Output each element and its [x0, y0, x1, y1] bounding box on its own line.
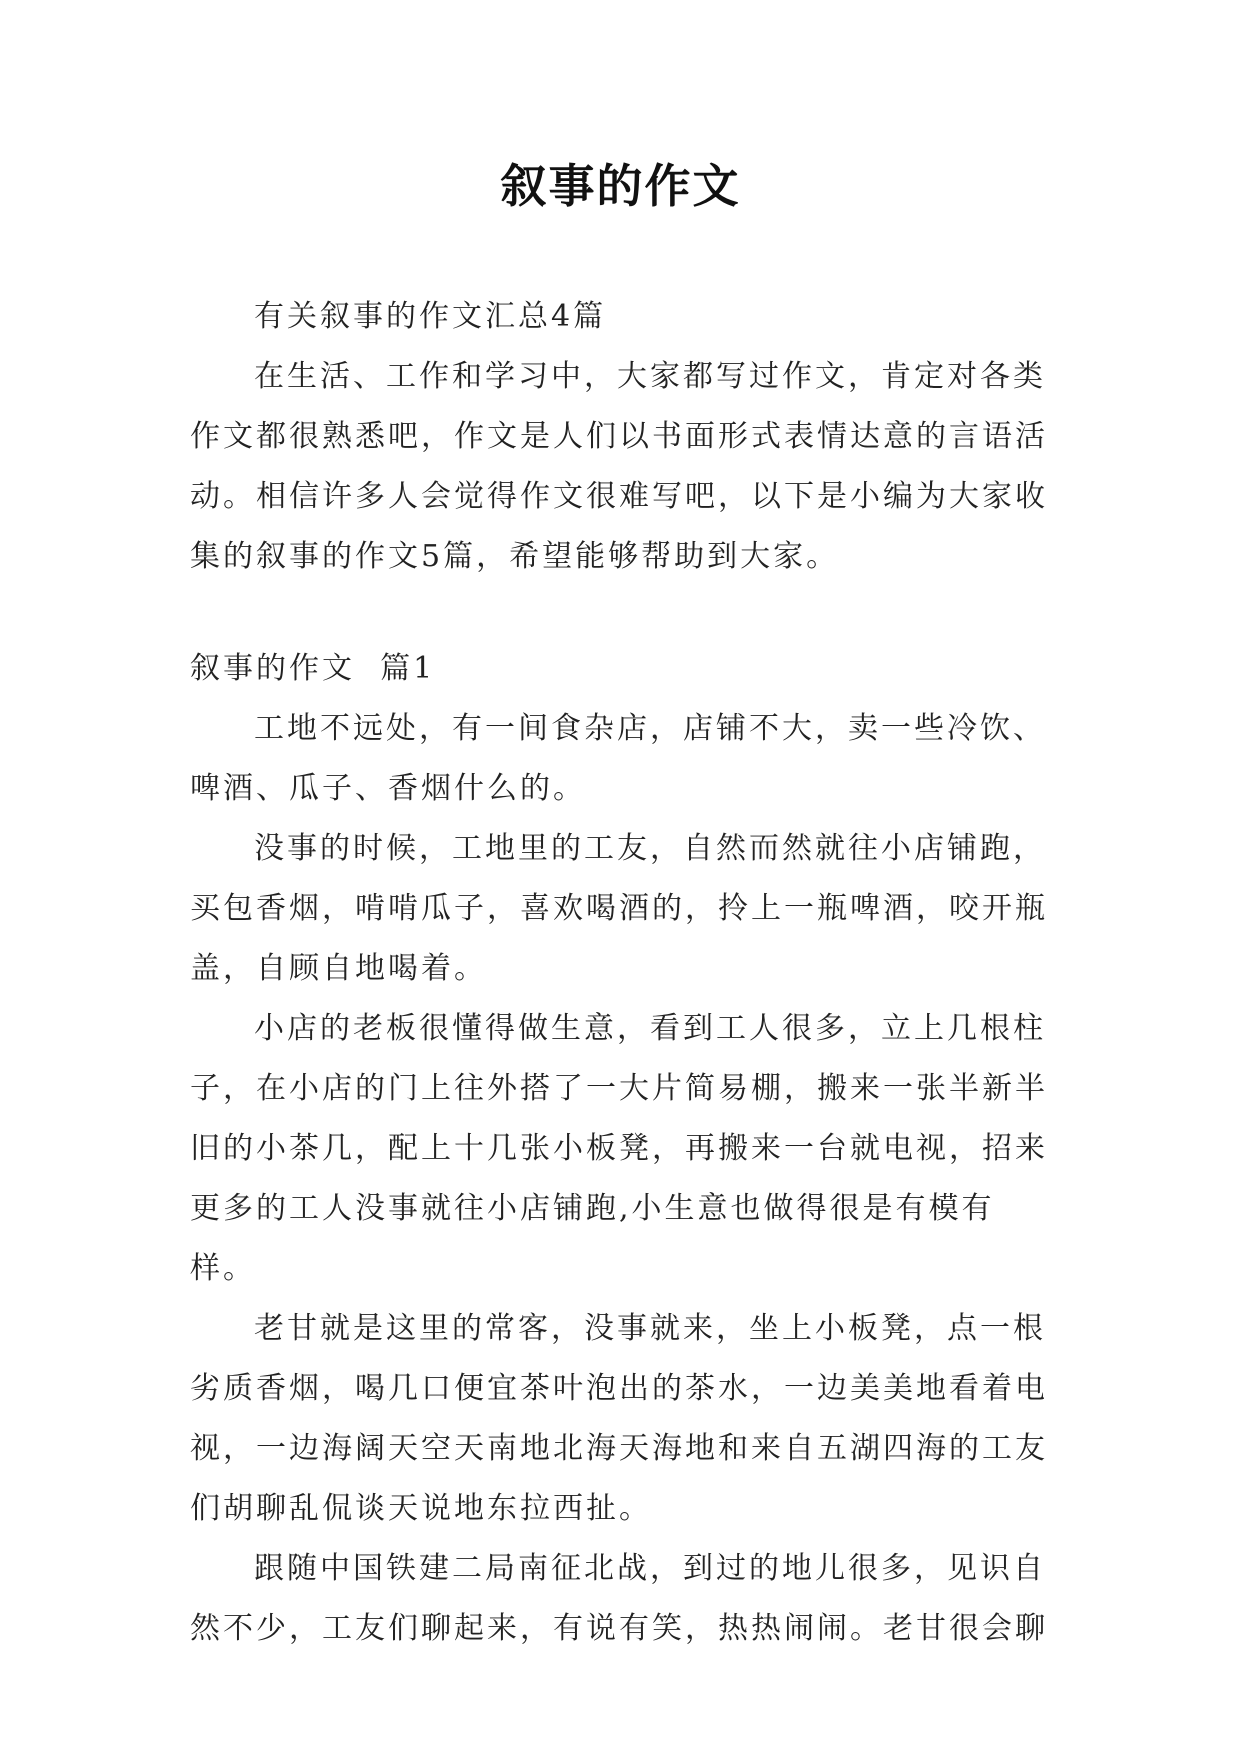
body-paragraph: 老甘就是这里的常客，没事就来，坐上小板凳，点一根劣质香烟，喝几口便宜茶叶泡出的茶水，一边美美地看着电视，一边海阔天空天南地北海天海地和来自五湖四海的工友们胡聊乱侃谈天说地东拉西扯。: [190, 1311, 1048, 1526]
document-subtitle: 有关叙事的作文汇总4篇: [254, 299, 607, 334]
section-heading: 叙事的作文 篇1: [190, 651, 436, 686]
document-title: 叙事的作文: [500, 159, 741, 213]
document-body: [190, 287, 1050, 1659]
body-paragraph: 小店的老板很懂得做生意，看到工人很多，立上几根柱子，在小店的门上往外搭了一大片简易棚，搬来一张半新半旧的小茶几，配上十几张小板凳，再搬来一台就电视，招来更多的工人没事就往小店铺跑,小生意也做得很是有模有样。: [190, 1011, 1048, 1286]
body-paragraph: 工地不远处，有一间食杂店，店铺不大，卖一些冷饮、啤酒、瓜子、香烟什么的。: [190, 711, 1046, 806]
body-paragraph: 没事的时候，工地里的工友，自然而然就往小店铺跑，买包香烟，啃啃瓜子，喜欢喝酒的，拎上一瓶啤酒，咬开瓶盖，自顾自地喝着。: [190, 831, 1048, 986]
intro-paragraph: 在生活、工作和学习中，大家都写过作文，肯定对各类作文都很熟悉吧，作文是人们以书面形式表情达意的言语活动。相信许多人会觉得作文很难写吧，以下是小编为大家收集的叙事的作文5篇，希望能够帮助到大家。: [190, 359, 1048, 574]
body-paragraph: 跟随中国铁建二局南征北战，到过的地儿很多，见识自然不少，工友们聊起来，有说有笑，热热闹闹。老甘很会聊: [190, 1551, 1048, 1646]
